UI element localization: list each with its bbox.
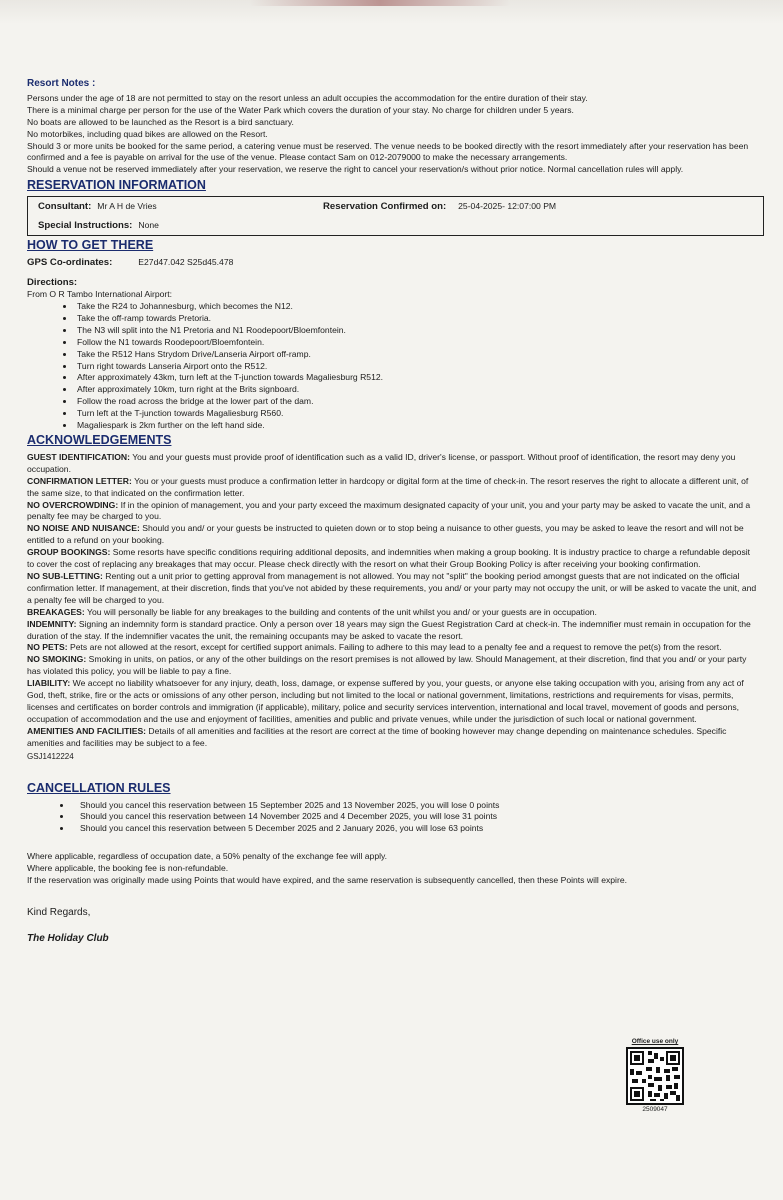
ack-head: AMENITIES AND FACILITIES: bbox=[27, 725, 147, 736]
direction-step: • Turn right towards Lanseria Airport onto the R512. bbox=[75, 361, 757, 373]
gps-label: GPS Co-ordinates: bbox=[27, 257, 113, 269]
ack-head: LIABILITY: bbox=[27, 678, 71, 689]
qr-code-icon bbox=[626, 1047, 684, 1105]
ack-item bbox=[27, 726, 757, 750]
ack-text: If in the opinion of management, you and your party exceed the maximum designated capacity of your unit, you and your party may be asked to vacate the unit, and a penalty fee may be charged to you. bbox=[27, 499, 751, 522]
resort-note: No boats are allowed to be launched as the Resort is a bird sanctuary. bbox=[27, 116, 294, 127]
kind-regards: Kind Regards, bbox=[27, 906, 91, 918]
directions-from: From O R Tambo International Airport: bbox=[27, 289, 173, 300]
cancellation-rule: • Should you cancel this reservation between 15 September 2025 and 13 November 2025, you will lose 0 points bbox=[72, 800, 757, 812]
ack-item bbox=[27, 571, 757, 607]
ack-head: BREAKAGES: bbox=[27, 606, 85, 617]
ack-head: INDEMNITY: bbox=[27, 618, 77, 629]
direction-step: • Follow the road across the bridge at the lower part of the dam. bbox=[75, 396, 757, 408]
ack-item bbox=[27, 476, 757, 500]
cancellation-note: Where applicable, the booking fee is non-refundable. bbox=[27, 863, 229, 874]
direction-step: • Follow the N1 towards Roodepoort/Bloemfontein. bbox=[75, 337, 757, 349]
cancellation-rules bbox=[27, 800, 757, 836]
direction-step: • Take the R24 to Johannesburg, which becomes the N12. bbox=[75, 301, 757, 313]
ack-item bbox=[27, 547, 757, 571]
ack-item bbox=[27, 500, 757, 524]
cancellation-heading: CANCELLATION RULES bbox=[27, 780, 171, 795]
reservation-heading: RESERVATION INFORMATION bbox=[27, 178, 206, 193]
ack-head: CONFIRMATION LETTER: bbox=[27, 475, 132, 486]
office-use-label: Office use only bbox=[631, 1038, 679, 1045]
ack-head: NO PETS: bbox=[27, 642, 68, 653]
ack-head: GUEST IDENTIFICATION: bbox=[27, 451, 130, 462]
directions-heading: HOW TO GET THERE bbox=[27, 238, 154, 253]
consultant-value: Mr A H de Vries bbox=[97, 201, 157, 212]
scan-smudge bbox=[250, 0, 510, 6]
reservation-box bbox=[27, 196, 764, 236]
direction-step: • After approximately 10km, turn right at the Brits signboard. bbox=[75, 384, 757, 396]
cancellation-rule: • Should you cancel this reservation between 5 December 2025 and 2 January 2026, you will lose 63 points bbox=[72, 823, 757, 835]
directions-list bbox=[27, 301, 757, 432]
ack-head: NO SUB-LETTING: bbox=[27, 571, 103, 581]
resort-note: Persons under the age of 18 are not permitted to stay on the resort unless an adult occupies the accommodation for the entire duration of their stay. bbox=[27, 92, 588, 103]
ack-text: Pets are not allowed at the resort, except for certified support animals. Failing to adhere to this may lead to a penalty fee and a request to remove the pet(s) from the resort. bbox=[67, 642, 722, 653]
ack-text: Some resorts have specific conditions requiring additional deposits, and indemnities when making a group booking. It is industry practice to charge a refundable deposit to cover the cost of replacing any breakages that may occur. Please check directly with the resort on what their Group Booking Policy is after receiving your booking confirmation. bbox=[27, 547, 751, 570]
directions-label: Directions: bbox=[27, 277, 78, 289]
ack-head: NO OVERCROWDING: bbox=[27, 499, 119, 510]
direction-step: • Magaliespark is 2km further on the left hand side. bbox=[75, 420, 757, 432]
cancellation-note: Where applicable, regardless of occupation date, a 50% penalty of the exchange fee will apply. bbox=[27, 851, 388, 862]
ack-item bbox=[27, 452, 757, 476]
ack-item bbox=[27, 678, 757, 726]
cancellation-notes bbox=[27, 851, 757, 887]
ack-head: NO NOISE AND NUISANCE: bbox=[27, 523, 140, 534]
ack-text: Should you and/ or your guests be instructed to quieten down or to stop being a nuisance to other guests, you may be asked to leave the resort and will not be entitled to a refund on your booking. bbox=[27, 523, 744, 546]
resort-note: No motorbikes, including quad bikes are allowed on the Resort. bbox=[27, 128, 268, 139]
resort-note: There is a minimal charge per person for the use of the Water Park which covers the duration of your stay. No charge for children under 5 years. bbox=[27, 104, 574, 115]
resort-notes bbox=[27, 93, 757, 176]
consultant-label: Consultant: bbox=[38, 201, 92, 213]
confirmed-label: Reservation Confirmed on: bbox=[323, 201, 447, 213]
qr-code-graphic bbox=[628, 1049, 682, 1103]
resort-note: Should 3 or more units be booked for the same period, a catering venue must be reserved. The venue needs to be booked directly with the resort immediately after your reservation has been confirmed and a fee is payable on arrival for the use of the venue. Please contact Sam on 012-2079000 to make the necessary arrangements. bbox=[27, 140, 749, 163]
ack-text: You and your guests must provide proof of identification such as a valid ID, driver's license, or passport. Without proof of identification, the resort may deny you occupation. bbox=[27, 451, 736, 474]
ack-text: Details of all amenities and facilities at the resort are correct at the time of booking however may change depending on maintenance schedules. Specific amenities and facilities may be subject to a fee. bbox=[27, 725, 727, 748]
resort-note: Should a venue not be reserved immediately after your reservation, we reserve the right to cancel your reservation/s without prior notice. Normal cancellation rules will apply. bbox=[27, 164, 684, 175]
reference-code: GSJ1412224 bbox=[27, 751, 74, 761]
direction-step: • Turn left at the T-junction towards Magaliesburg R560. bbox=[75, 408, 757, 420]
cancellation-rule: • Should you cancel this reservation between 14 November 2025 and 4 December 2025, you will lose 31 points bbox=[72, 811, 757, 823]
gps-value: E27d47.042 S25d45.478 bbox=[138, 257, 234, 268]
special-instructions-value: None bbox=[138, 220, 159, 231]
acknowledgements-heading: ACKNOWLEDGEMENTS bbox=[27, 432, 172, 447]
scan-top-edge bbox=[0, 0, 783, 24]
ack-head: GROUP BOOKINGS: bbox=[27, 547, 111, 558]
confirmed-value: 25-04-2025- 12:07:00 PM bbox=[458, 201, 557, 212]
ack-text: Signing an indemnity form is standard practice. Only a person over 18 years may sign the Guest Registration Card at check-in. The indemnifier must remain in occupation for the duration of the stay. If the indemnifier vacates the unit, the remaining occupants may be asked to vacate the resort. bbox=[27, 618, 751, 641]
ack-item bbox=[27, 619, 757, 643]
document-page bbox=[27, 78, 757, 945]
direction-step: • The N3 will split into the N1 Pretoria and N1 Roodepoort/Bloemfontein. bbox=[75, 325, 757, 337]
ack-text: Renting out a unit prior to getting approval from management is not allowed. You may not "split" the booking period amongst guests that are not indicated on the official confirmation letter. If management, at their discretion, finds that you've not abided by these requirements, you and/ or your party may not occupy the unit, or will be asked to vacate the unit, and a penalty fee will be charged to you. bbox=[27, 571, 757, 605]
ack-item bbox=[27, 642, 757, 654]
ack-text: Smoking in units, on patios, or any of the other buildings on the resort premises is not allowed by law. Should Management, at their discretion, find that you and/ or your party has violated this policy, you will be liable to pay a fine. bbox=[27, 654, 747, 677]
office-use-block bbox=[624, 1038, 686, 1113]
ack-head: NO SMOKING: bbox=[27, 654, 87, 665]
ack-text: You or your guests must produce a confirmation letter in hardcopy or digital form at the time of check-in. The resort reserves the right to allocate a different unit, of the same size, to that indicated on the confirmation letter. bbox=[27, 475, 749, 498]
special-instructions-label: Special Instructions: bbox=[38, 220, 133, 232]
ack-item bbox=[27, 523, 757, 547]
ack-text: We accept no liability whatsoever for any injury, death, loss, damage, or expense suffered by you, your guests, or anyone else taking occupation with you, arising from any act of God, theft, strike, fire or the acts or omissions of any other person, including but not limited to the local or national government, limitations, restrictions and requirements for visas, permits, licenses and certificates on border controls and immigration (if applicable), military, police and security services intervention, international and local travel, movement of goods and persons, occupation of accommodation and the use and enjoyment of facilities, amenities and public and private venues, while under the jurisdiction of such local or national government. bbox=[27, 678, 744, 724]
signature-club: The Holiday Club bbox=[27, 932, 109, 944]
cancellation-note: If the reservation was originally made using Points that would have expired, and the same reservation is subsequently cancelled, then these Points will expire. bbox=[27, 875, 627, 886]
ack-text: You will personally be liable for any breakages to the building and contents of the unit whilst you and/ or your guests are in occupation. bbox=[84, 606, 597, 617]
acknowledgements-list bbox=[27, 452, 757, 750]
direction-step: • After approximately 43km, turn left at the T-junction towards Magaliesburg R512. bbox=[75, 372, 757, 384]
office-reference-number: 2509047 bbox=[642, 1106, 668, 1113]
ack-item bbox=[27, 654, 757, 678]
direction-step: • Take the off-ramp towards Pretoria. bbox=[75, 313, 757, 325]
resort-notes-title: Resort Notes : bbox=[27, 78, 96, 89]
direction-step: • Take the R512 Hans Strydom Drive/Lanseria Airport off-ramp. bbox=[75, 349, 757, 361]
ack-item bbox=[27, 607, 757, 619]
